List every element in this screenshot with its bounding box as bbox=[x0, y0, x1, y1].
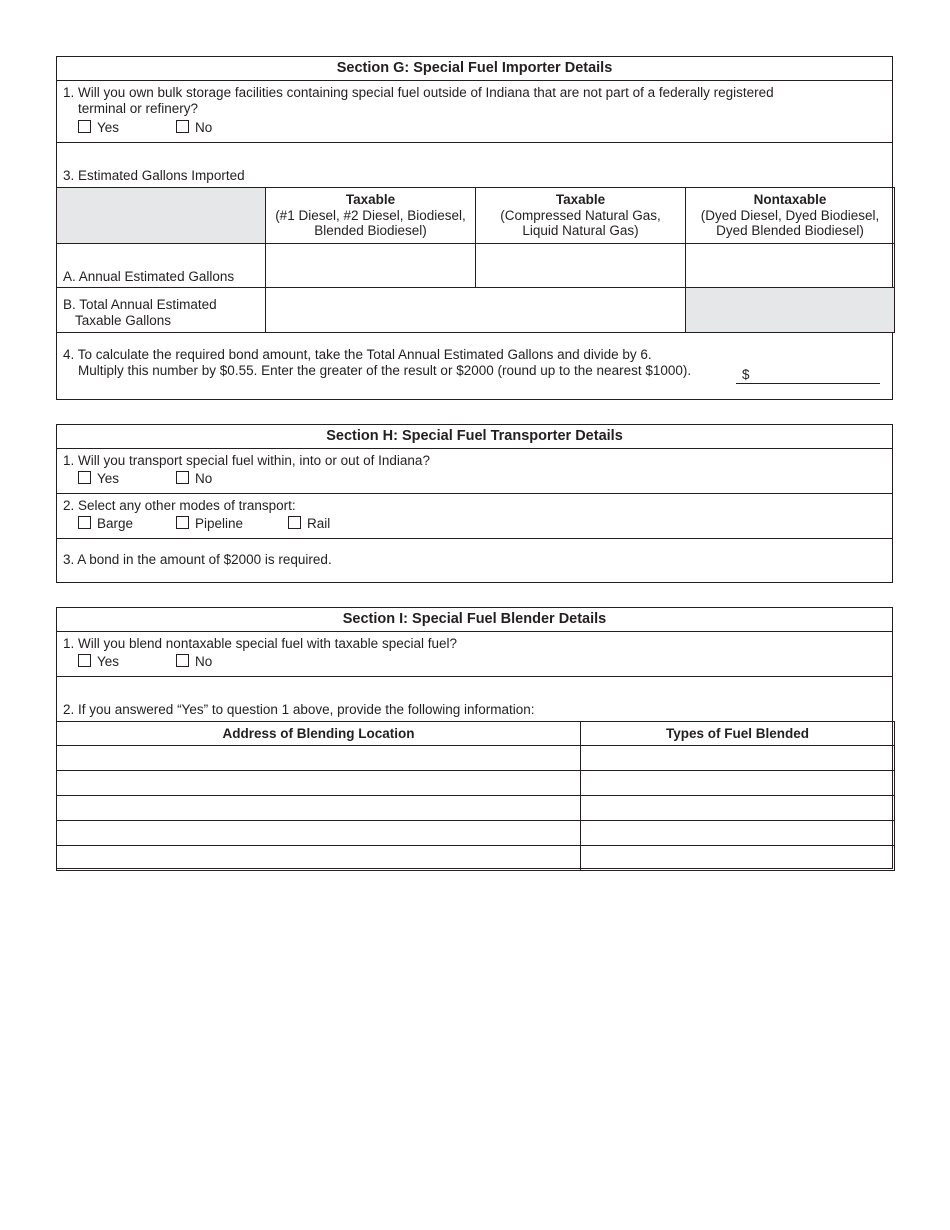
no-label: No bbox=[195, 654, 213, 669]
section-h-title: Section H: Special Fuel Transporter Details bbox=[57, 425, 892, 449]
row-a-taxable-diesel-input[interactable] bbox=[266, 244, 476, 288]
column-desc: Liquid Natural Gas) bbox=[522, 223, 639, 239]
column-header-taxable-gas bbox=[476, 188, 686, 244]
row-b-label bbox=[57, 288, 266, 333]
section-g-q1-yes-option[interactable] bbox=[78, 120, 176, 136]
column-desc: (Dyed Diesel, Dyed Biodiesel, bbox=[700, 207, 880, 223]
section-g-q1-text: 1. Will you own bulk storage facilities containing special fuel outside of Indiana that are not part of a federally registered bbox=[63, 85, 774, 100]
section-h-q1-no-checkbox[interactable] bbox=[176, 471, 189, 484]
section-i-q2-text: 2. If you answered “Yes” to question 1 above, provide the following information: bbox=[63, 702, 535, 717]
section-h-q2 bbox=[57, 494, 892, 539]
column-desc: Blended Biodiesel) bbox=[314, 223, 427, 239]
estimated-gallons-table bbox=[56, 187, 895, 333]
dollar-sign: $ bbox=[742, 367, 750, 382]
row-a-nontaxable-input[interactable] bbox=[686, 244, 895, 288]
row-a-label: A. Annual Estimated Gallons bbox=[57, 244, 266, 288]
section-h-q1-yes-checkbox[interactable] bbox=[78, 471, 91, 484]
section-g-q4 bbox=[57, 333, 892, 401]
mode-rail-option[interactable] bbox=[288, 516, 330, 532]
section-h-q3-text: 3. A bond in the amount of $2000 is required. bbox=[63, 552, 332, 567]
no-label: No bbox=[195, 471, 213, 486]
section-i-q1-yes-checkbox[interactable] bbox=[78, 654, 91, 667]
address-input[interactable] bbox=[57, 746, 581, 771]
section-h-q2-text: 2. Select any other modes of transport: bbox=[63, 498, 296, 513]
section-i-q1-no-checkbox[interactable] bbox=[176, 654, 189, 667]
section-i-q1-text: 1. Will you blend nontaxable special fuel with taxable special fuel? bbox=[63, 636, 457, 651]
column-title: Taxable bbox=[345, 192, 396, 208]
fuel-types-input[interactable] bbox=[581, 771, 895, 796]
section-i-q1-yes-option[interactable] bbox=[78, 654, 176, 670]
row-b-shaded-cell bbox=[686, 288, 895, 333]
section-g-q3-label: 3. Estimated Gallons Imported bbox=[63, 168, 245, 183]
section-g-q1-yes-checkbox[interactable] bbox=[78, 120, 91, 133]
mode-rail-checkbox[interactable] bbox=[288, 516, 301, 529]
yes-label: Yes bbox=[97, 471, 120, 486]
address-input[interactable] bbox=[57, 771, 581, 796]
section-g-q3-header bbox=[57, 143, 892, 188]
section-g-q1 bbox=[57, 81, 892, 143]
column-title: Nontaxable bbox=[753, 192, 827, 208]
mode-label: Rail bbox=[307, 516, 331, 531]
table-row bbox=[57, 821, 895, 846]
no-label: No bbox=[195, 120, 213, 135]
column-header-taxable-diesel bbox=[266, 188, 476, 244]
yes-label: Yes bbox=[97, 654, 120, 669]
fuel-types-input[interactable] bbox=[581, 746, 895, 771]
mode-label: Barge bbox=[97, 516, 134, 531]
section-g-q4-text: 4. To calculate the required bond amount, take the Total Annual Estimated Gallons and divide by 6. bbox=[63, 347, 652, 362]
blending-locations-table bbox=[56, 721, 895, 871]
section-i-q1-no-option[interactable] bbox=[176, 654, 212, 670]
fuel-types-input[interactable] bbox=[581, 846, 895, 871]
column-desc: Dyed Blended Biodiesel) bbox=[716, 223, 864, 239]
table-corner-cell bbox=[57, 188, 266, 244]
section-g-q1-no-checkbox[interactable] bbox=[176, 120, 189, 133]
address-column-header: Address of Blending Location bbox=[57, 722, 581, 746]
section-h-q1-no-option[interactable] bbox=[176, 471, 212, 487]
table-row bbox=[57, 796, 895, 821]
section-g-q1-no-option[interactable] bbox=[176, 120, 212, 136]
column-desc: (Compressed Natural Gas, bbox=[500, 207, 661, 223]
column-header-nontaxable bbox=[686, 188, 895, 244]
mode-label: Pipeline bbox=[195, 516, 244, 531]
column-title: Taxable bbox=[555, 192, 606, 208]
section-i-q1 bbox=[57, 632, 892, 677]
section-i-q2 bbox=[57, 677, 892, 722]
section-h-q1-yes-option[interactable] bbox=[78, 471, 176, 487]
address-input[interactable] bbox=[57, 846, 581, 871]
mode-pipeline-checkbox[interactable] bbox=[176, 516, 189, 529]
table-row bbox=[57, 746, 895, 771]
row-b-label-line1: B. Total Annual Estimated bbox=[63, 297, 217, 312]
column-desc: (#1 Diesel, #2 Diesel, Biodiesel, bbox=[275, 207, 466, 223]
mode-barge-option[interactable] bbox=[78, 516, 176, 532]
types-column-header: Types of Fuel Blended bbox=[581, 722, 895, 746]
yes-label: Yes bbox=[97, 120, 120, 135]
section-g-q1-text-cont: terminal or refinery? bbox=[78, 101, 199, 116]
section-i-title: Section I: Special Fuel Blender Details bbox=[57, 608, 892, 632]
address-input[interactable] bbox=[57, 796, 581, 821]
section-g bbox=[56, 56, 893, 400]
section-h bbox=[56, 424, 893, 583]
mode-barge-checkbox[interactable] bbox=[78, 516, 91, 529]
table-row bbox=[57, 846, 895, 871]
section-h-q1 bbox=[57, 449, 892, 494]
bond-amount-input[interactable] bbox=[736, 367, 880, 384]
fuel-types-input[interactable] bbox=[581, 796, 895, 821]
mode-pipeline-option[interactable] bbox=[176, 516, 288, 532]
row-a-taxable-gas-input[interactable] bbox=[476, 244, 686, 288]
section-h-q1-text: 1. Will you transport special fuel within, into or out of Indiana? bbox=[63, 453, 430, 468]
section-i bbox=[56, 607, 893, 869]
section-g-q4-text-cont: Multiply this number by $0.55. Enter the greater of the result or $2000 (round up to the nearest $1000). bbox=[78, 363, 692, 378]
section-h-q3 bbox=[57, 539, 892, 582]
row-b-label-line2: Taxable Gallons bbox=[75, 313, 172, 328]
fuel-types-input[interactable] bbox=[581, 821, 895, 846]
table-row bbox=[57, 771, 895, 796]
section-g-title: Section G: Special Fuel Importer Details bbox=[57, 57, 892, 81]
address-input[interactable] bbox=[57, 821, 581, 846]
row-b-total-taxable-input[interactable] bbox=[266, 288, 686, 333]
